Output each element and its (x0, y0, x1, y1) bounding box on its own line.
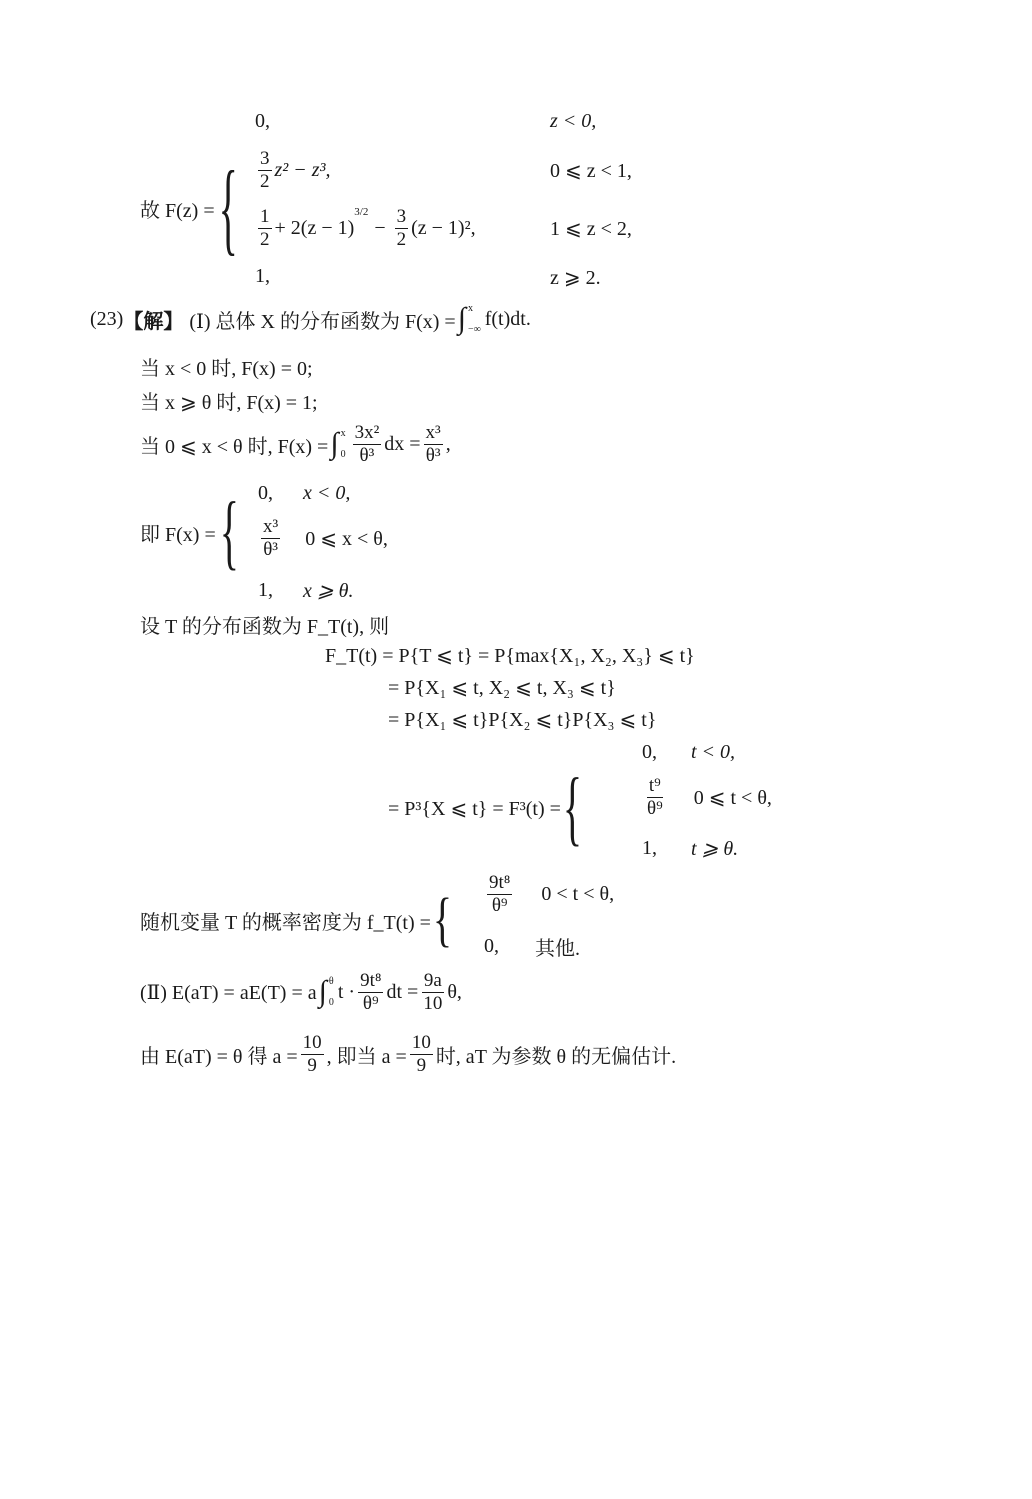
fraction (424, 422, 443, 467)
den: 10 (423, 992, 443, 1014)
expr: (z − 1)², (411, 216, 476, 239)
fz-lhs (140, 148, 240, 266)
case-neg: 当 x < 0 时, F(x) = 0; (140, 358, 313, 380)
lower: −∞ (467, 324, 481, 335)
num: 1 (260, 206, 270, 227)
cond: 0 ⩽ x < θ, (305, 527, 388, 550)
fz-cond-4 (550, 265, 601, 290)
den: 2 (396, 228, 407, 250)
expr: 0, (255, 110, 270, 132)
expr: 0, (484, 935, 499, 957)
solution-tag: 【解】 (123, 308, 184, 333)
ft-line-3: = P{X₁ ⩽ t}P{X₂ ⩽ t}P{X₃ ⩽ t} (388, 709, 657, 731)
cond: x ⩾ θ. (303, 580, 354, 602)
q23-header (90, 302, 531, 336)
num: x³ (425, 422, 441, 443)
pdf-row-1 (484, 872, 614, 917)
upper: θ (328, 976, 334, 988)
integrand: f(t)dt. (484, 307, 531, 330)
den: θ⁹ (491, 894, 508, 916)
text: 当 0 ⩽ x < θ 时, F(x) = (140, 435, 329, 458)
expr: 1, (255, 265, 270, 287)
expr: 0, (642, 741, 657, 763)
pdf-lhs (140, 885, 454, 953)
ft-line-4 (388, 759, 584, 855)
left-brace: { (218, 148, 238, 266)
cond: t < 0, (691, 741, 736, 763)
part2 (140, 970, 462, 1015)
text: 由 E(aT) = θ 得 a = (140, 1045, 298, 1068)
fz-row-1 (255, 110, 270, 133)
cond: z ⩾ 2. (550, 267, 601, 289)
text: t · (337, 980, 356, 1003)
label: 随机变量 T 的概率密度为 f_T(t) = (140, 911, 431, 934)
den: θ⁹ (647, 797, 663, 819)
cond: 0 ⩽ z < 1, (550, 160, 632, 182)
fraction (301, 1032, 324, 1077)
fx-row-1 (258, 482, 350, 505)
num: x³ (263, 516, 279, 537)
fz-row-3 (255, 206, 476, 251)
left-brace: { (219, 483, 239, 579)
pdf-row-2 (484, 932, 580, 961)
fraction (645, 775, 665, 820)
fz-label: 故 F(z) = (140, 199, 215, 222)
num: 10 (302, 1032, 322, 1053)
cond: 其他. (535, 938, 580, 960)
num: 3 (260, 148, 270, 169)
expr: 1, (258, 579, 273, 601)
den: 9 (307, 1054, 317, 1076)
fx-row-3 (258, 578, 353, 603)
den: 2 (260, 170, 270, 192)
den: θ³ (263, 538, 278, 560)
fz-row-4 (255, 265, 270, 288)
text: (Ⅰ) 总体 X 的分布函数为 F(x) = (189, 310, 456, 333)
integral-sign: ∫ (318, 975, 327, 1009)
integral-limits (329, 976, 334, 1008)
den: 2 (260, 228, 270, 250)
den: 9 (416, 1054, 427, 1076)
fraction (258, 148, 272, 193)
upper: x (467, 303, 473, 314)
minus: − (374, 216, 386, 239)
text: dx = (384, 432, 421, 455)
cond: z < 0, (550, 110, 597, 132)
cond: 0 ⩽ t < θ, (693, 786, 772, 809)
case-ge: 当 x ⩾ θ 时, F(x) = 1; (140, 392, 318, 414)
left-brace: { (562, 759, 583, 855)
fz-cond-1 (550, 110, 596, 133)
ft-row-3 (642, 836, 738, 861)
ft-row-2 (642, 775, 772, 820)
lower: 0 (328, 997, 334, 1009)
num: t⁹ (648, 775, 661, 796)
fraction (258, 206, 272, 251)
text: 时, aT 为参数 θ 的无偏估计. (435, 1045, 677, 1068)
ft-line-1: F_T(t) = P{T ⩽ t} = P{max{X₁, X₂, X₃} ⩽ t} (325, 645, 695, 667)
text: = P³{X ⩽ t} = F³(t) = (388, 797, 561, 820)
fz-row-2 (255, 148, 331, 193)
left-brace: { (432, 885, 453, 953)
fz-cond-2 (550, 158, 632, 183)
fraction (487, 872, 512, 917)
question-number: (23) (90, 307, 124, 330)
integral-limits (341, 428, 346, 460)
lower: 0 (340, 449, 346, 461)
fraction (421, 970, 444, 1015)
fz-cond-3 (550, 216, 632, 241)
text: θ, (447, 980, 462, 1003)
label: 即 F(x) = (140, 523, 216, 546)
integral-sign: ∫ (457, 302, 466, 335)
ft-row-1 (642, 741, 735, 764)
exponent: 3/2 (354, 206, 369, 218)
upper: x (340, 428, 346, 440)
fraction (261, 516, 280, 561)
case-mid (140, 422, 451, 467)
final-line (140, 1032, 676, 1077)
fraction (353, 422, 382, 467)
num: 3x² (354, 422, 380, 443)
num: 9t⁸ (489, 872, 511, 893)
num: 9t⁸ (360, 970, 382, 991)
fx-lhs (140, 483, 241, 579)
num: 9a (423, 970, 442, 991)
text: , 即当 a = (326, 1045, 407, 1068)
integral-sign: ∫ (330, 427, 339, 461)
expr: 0, (258, 482, 273, 504)
cond: x < 0, (303, 482, 351, 504)
set-T: 设 T 的分布函数为 F_T(t), 则 (140, 616, 390, 638)
expr: 1, (642, 837, 657, 859)
den: θ³ (359, 444, 375, 466)
text: dt = (386, 980, 419, 1003)
fraction (410, 1032, 433, 1077)
cond: 1 ⩽ z < 2, (550, 218, 632, 240)
fx-row-2 (258, 516, 388, 561)
text: (Ⅱ) E(aT) = aE(T) = a (140, 981, 317, 1004)
fraction (358, 970, 383, 1015)
expr: + 2(z − 1) (274, 216, 355, 239)
den: θ⁹ (362, 992, 379, 1014)
expr: z² − z³, (274, 158, 331, 181)
integral-limits (468, 303, 481, 335)
den: θ³ (425, 444, 441, 466)
text: , (445, 432, 451, 455)
cond: t ⩾ θ. (691, 838, 739, 860)
cond: 0 < t < θ, (541, 882, 615, 905)
fraction (395, 206, 409, 251)
num: 10 (411, 1032, 431, 1053)
ft-line-2: = P{X₁ ⩽ t, X₂ ⩽ t, X₃ ⩽ t} (388, 677, 616, 699)
num: 3 (396, 206, 407, 227)
